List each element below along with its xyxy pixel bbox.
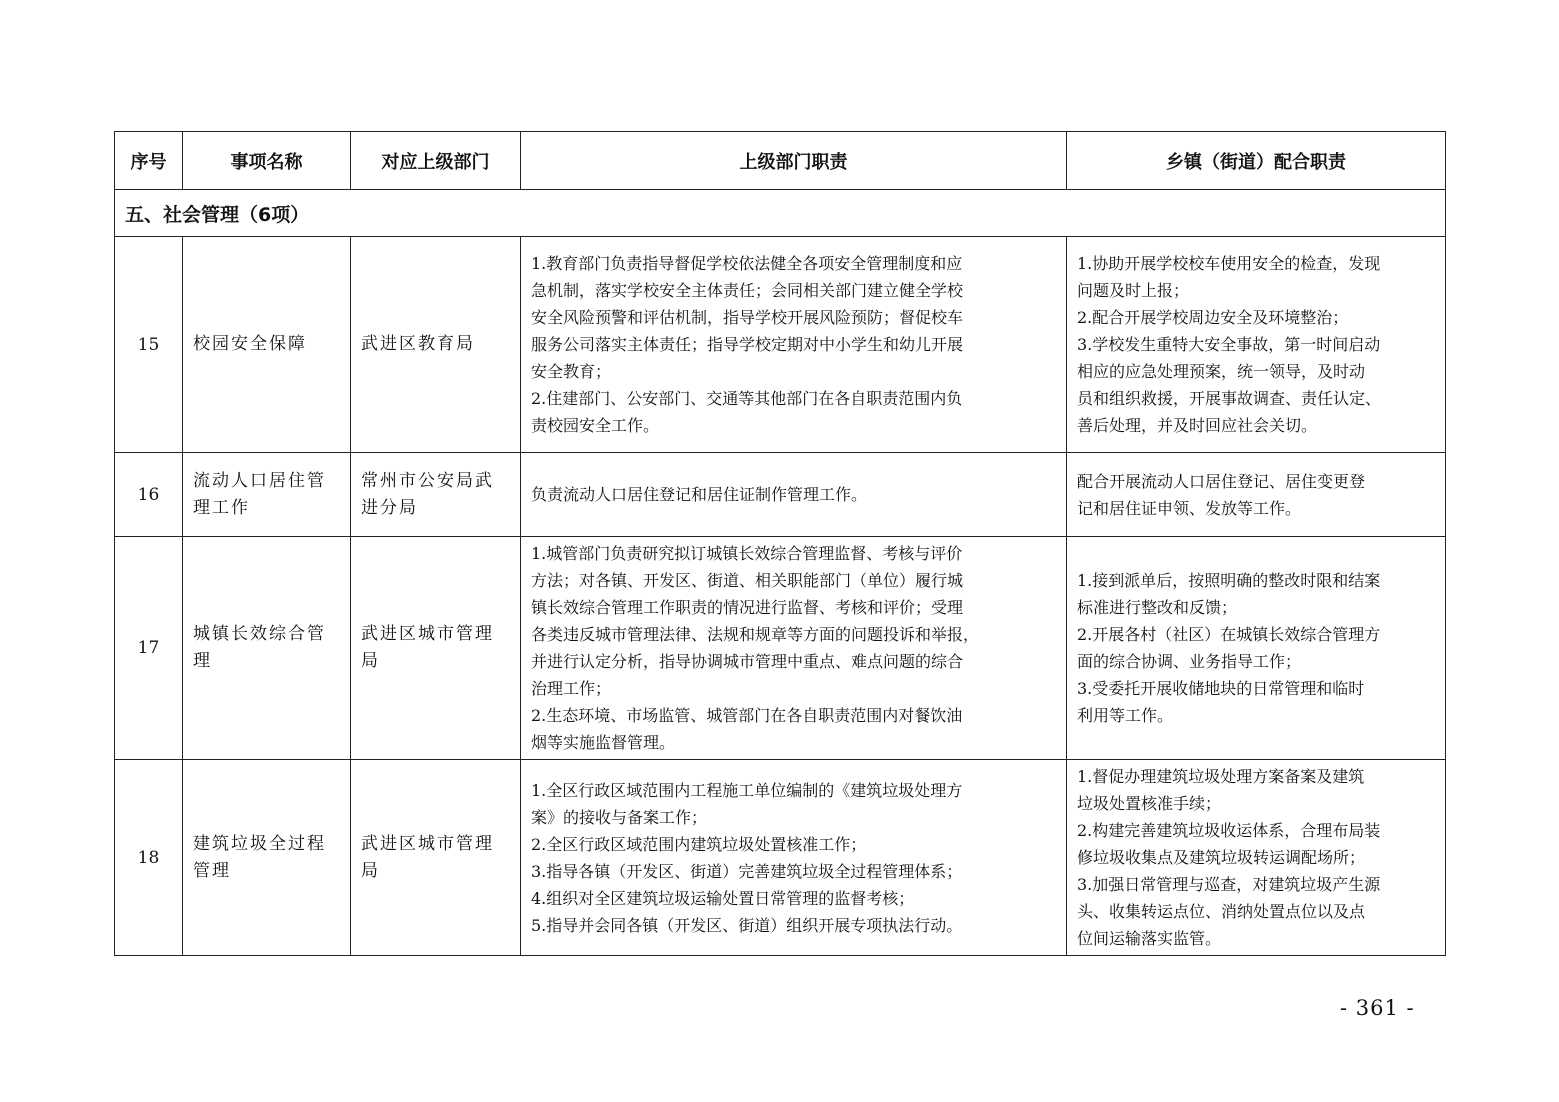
upper-dept-cell-line: 武进区城市管理: [361, 624, 494, 644]
upper-duty-cell-line: 3.指导各镇（开发区、街道）完善建筑垃圾全过程管理体系；: [531, 861, 963, 881]
item-name-cell-line: 管理: [193, 860, 231, 881]
upper-duty-cell-line: 4.组织对全区建筑垃圾运输处置日常管理的监督考核；: [531, 888, 915, 908]
upper-duty-cell: [521, 453, 1067, 537]
item-name-cell-line: 流动人口居住管: [193, 470, 326, 491]
upper-duty-cell-line: 5.指导并会同各镇（开发区、街道）组织开展专项执法行动。: [531, 915, 963, 935]
upper-duty-cell: [521, 237, 1067, 453]
item-name-cell-line: 建筑垃圾全过程: [193, 833, 326, 854]
item-name-cell: [183, 537, 351, 760]
upper-duty-cell-line: 1.城管部门负责研究拟订城镇长效综合管理监督、考核与评价: [531, 544, 963, 563]
town-duty-cell-line: 善后处理，并及时回应社会关切。: [1077, 416, 1318, 435]
upper-duty-cell-line: 2.生态环境、市场监管、城管部门在各自职责范围内对餐饮油: [531, 706, 963, 725]
town-duty-cell-line: 1.督促办理建筑垃圾处理方案备案及建筑: [1077, 767, 1365, 786]
town-duty-cell-line: 2.开展各村（社区）在城镇长效综合管理方: [1077, 625, 1381, 644]
item-name-cell-line: 校园安全保障: [193, 334, 307, 354]
item-name-cell-line: 理工作: [193, 497, 250, 518]
town-duty-cell-line: 利用等工作。: [1077, 706, 1174, 725]
upper-duty-cell-line: 方法；对各镇、开发区、街道、相关职能部门（单位）履行城: [531, 571, 964, 590]
duty-table: [114, 131, 1446, 956]
item-name-cell-line: 理: [193, 651, 212, 671]
upper-duty-cell-line: 安全风险预警和评估机制，指导学校开展风险预防；督促校车: [531, 308, 964, 327]
table-row: [115, 537, 1446, 760]
page-number: - 361 -: [1340, 996, 1415, 1020]
header-item-name: 事项名称: [183, 132, 351, 190]
item-name-cell: [183, 237, 351, 453]
upper-dept-cell-line: 武进区城市管理: [361, 833, 494, 854]
upper-duty-cell-line: 负责流动人口居住登记和居住证制作管理工作。: [531, 485, 868, 504]
row-serial: 16: [115, 453, 183, 537]
upper-dept-cell-line: 武进区教育局: [361, 334, 475, 354]
upper-duty-cell-line: 2.住建部门、公安部门、交通等其他部门在各自职责范围内负: [531, 389, 963, 408]
item-name-cell: [183, 453, 351, 537]
upper-dept-cell-line: 进分局: [361, 497, 418, 518]
upper-dept-cell-line: 局: [361, 860, 380, 881]
upper-duty-cell-line: 1.教育部门负责指导督促学校依法健全各项安全管理制度和应: [531, 254, 963, 273]
table-row: [115, 760, 1446, 956]
upper-duty-cell: [521, 537, 1067, 760]
upper-dept-cell: [351, 537, 521, 760]
town-duty-cell-line: 3.学校发生重特大安全事故，第一时间启动: [1077, 335, 1381, 354]
town-duty-cell-line: 配合开展流动人口居住登记、居住变更登: [1077, 471, 1366, 491]
header-upper-dept: 对应上级部门: [351, 132, 521, 190]
upper-dept-cell: [351, 760, 521, 956]
town-duty-cell-line: 标准进行整改和反馈；: [1077, 598, 1238, 617]
upper-duty-cell-line: 案》的接收与备案工作；: [531, 807, 708, 827]
town-duty-cell: [1067, 537, 1446, 760]
town-duty-cell-line: 面的综合协调、业务指导工作；: [1077, 652, 1302, 671]
upper-duty-cell-line: 治理工作；: [531, 679, 612, 698]
town-duty-cell-line: 3.受委托开展收储地块的日常管理和临时: [1077, 679, 1365, 698]
header-serial: 序号: [115, 132, 183, 190]
upper-duty-cell: [521, 760, 1067, 956]
town-duty-cell-line: 2.配合开展学校周边安全及环境整治；: [1077, 308, 1349, 327]
town-duty-cell-line: 位间运输落实监管。: [1077, 929, 1222, 948]
upper-dept-cell-line: 常州市公安局武: [361, 470, 494, 491]
town-duty-cell-line: 相应的应急处理预案，统一领导，及时动: [1077, 362, 1366, 381]
table-row: [115, 237, 1446, 453]
town-duty-cell-line: 3.加强日常管理与巡查，对建筑垃圾产生源: [1077, 875, 1381, 894]
table-row: [115, 453, 1446, 537]
upper-duty-cell-line: 镇长效综合管理工作职责的情况进行监督、考核和评价；受理: [531, 598, 964, 617]
upper-duty-cell-line: 服务公司落实主体责任；指导学校定期对中小学生和幼儿开展: [531, 335, 964, 354]
upper-duty-cell-line: 责校园安全工作。: [531, 416, 660, 435]
upper-duty-cell-line: 2.全区行政区域范围内建筑垃圾处置核准工作；: [531, 834, 867, 854]
town-duty-cell-line: 垃圾处置核准手续；: [1077, 794, 1222, 813]
row-serial: 18: [115, 760, 183, 956]
upper-dept-cell: [351, 237, 521, 453]
upper-duty-cell-line: 急机制，落实学校安全主体责任；会同相关部门建立健全学校: [531, 281, 964, 300]
town-duty-cell-line: 员和组织救援，开展事故调查、责任认定、: [1077, 389, 1382, 408]
upper-duty-cell-line: 各类违反城市管理法律、法规和规章等方面的问题投诉和举报，: [531, 625, 980, 644]
upper-dept-cell-line: 局: [361, 651, 380, 671]
town-duty-cell-line: 问题及时上报；: [1077, 281, 1190, 300]
header-town-duty: 乡镇（街道）配合职责: [1067, 132, 1446, 190]
upper-duty-cell-line: 1.全区行政区域范围内工程施工单位编制的《建筑垃圾处理方: [531, 780, 963, 800]
header-upper-duty: 上级部门职责: [521, 132, 1067, 190]
town-duty-cell-line: 2.构建完善建筑垃圾收运体系，合理布局装: [1077, 821, 1381, 840]
item-name-cell-line: 城镇长效综合管: [193, 624, 326, 644]
upper-duty-cell-line: 安全教育；: [531, 362, 612, 381]
section-title: 五、社会管理（6项）: [115, 190, 1446, 237]
town-duty-cell-line: 1.接到派单后，按照明确的整改时限和结案: [1077, 571, 1381, 590]
section-row: [115, 190, 1446, 237]
row-serial: 17: [115, 537, 183, 760]
item-name-cell: [183, 760, 351, 956]
town-duty-cell-line: 修垃圾收集点及建筑垃圾转运调配场所；: [1077, 848, 1366, 867]
town-duty-cell: [1067, 760, 1446, 956]
row-serial: 15: [115, 237, 183, 453]
upper-duty-cell-line: 并进行认定分析，指导协调城市管理中重点、难点问题的综合: [531, 652, 964, 671]
town-duty-cell: [1067, 453, 1446, 537]
town-duty-cell: [1067, 237, 1446, 453]
town-duty-cell-line: 头、收集转运点位、消纳处置点位以及点: [1077, 902, 1366, 921]
town-duty-cell-line: 1.协助开展学校校车使用安全的检查，发现: [1077, 254, 1381, 273]
upper-duty-cell-line: 烟等实施监督管理。: [531, 733, 676, 752]
header-row: [115, 132, 1446, 190]
upper-dept-cell: [351, 453, 521, 537]
town-duty-cell-line: 记和居住证申领、发放等工作。: [1077, 498, 1302, 518]
